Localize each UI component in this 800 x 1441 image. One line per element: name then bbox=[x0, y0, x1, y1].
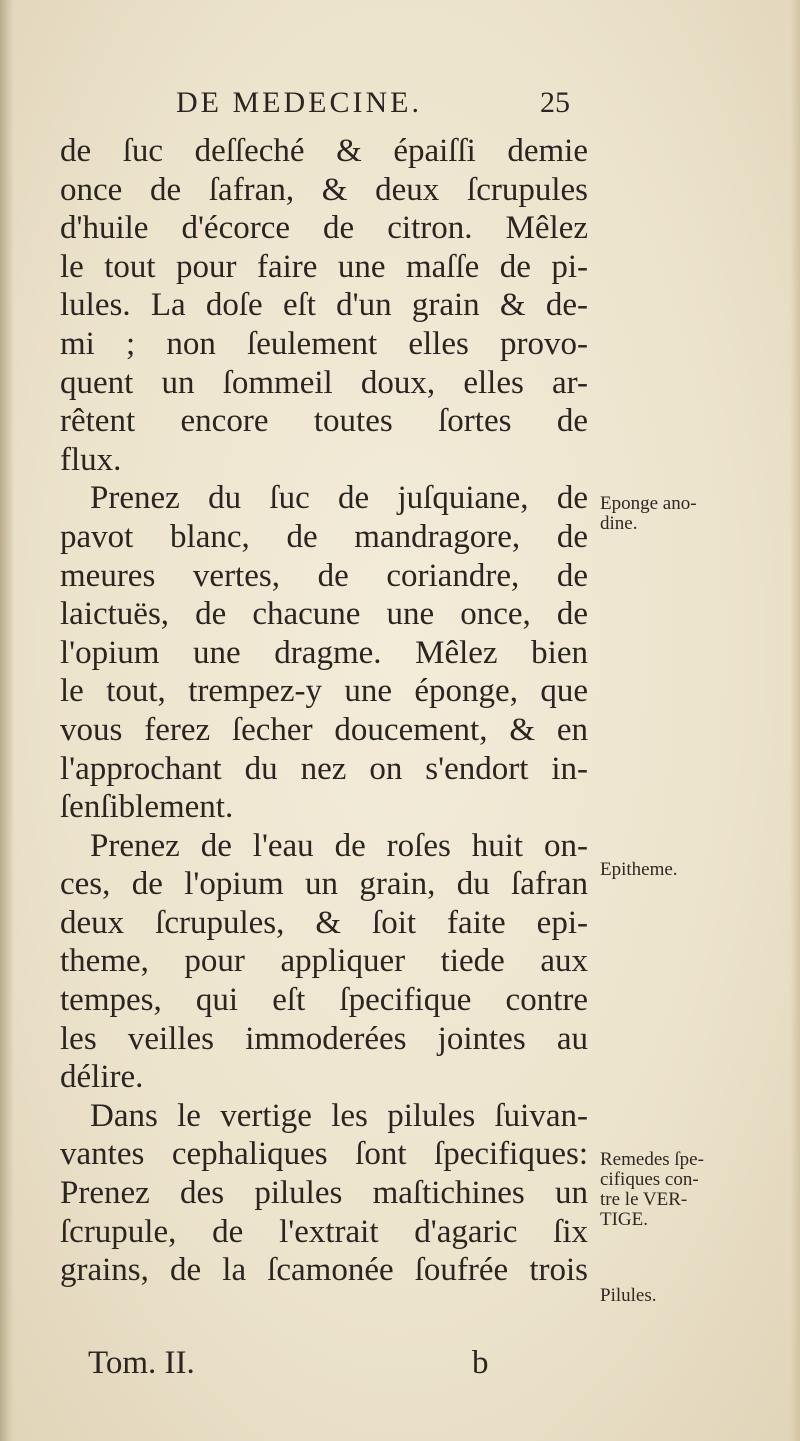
text-line: Prenez des pilules maſtichines un bbox=[60, 1175, 588, 1212]
volume-signature: Tom. II. bbox=[88, 1345, 195, 1381]
margin-note-line: cifiques con- bbox=[600, 1169, 699, 1190]
text-line: Prenez du ſuc de juſquiane, de bbox=[90, 480, 588, 517]
page-footer bbox=[0, 1345, 800, 1389]
page-number: 25 bbox=[540, 86, 570, 119]
margin-note-line: dine. bbox=[600, 513, 638, 534]
margin-note-eponge bbox=[600, 494, 796, 534]
text-line: quent un ſommeil doux, elles ar- bbox=[60, 364, 588, 401]
text-line: Prenez de l'eau de roſes huit on- bbox=[90, 827, 588, 864]
margin-note-line: Remedes ſpe- bbox=[600, 1149, 704, 1170]
text-line: de ſuc deſſeché & épaiſſi demie bbox=[60, 133, 588, 169]
text-line: délire. bbox=[60, 1059, 144, 1096]
text-line: ſcrupule, de l'extrait d'agaric ſix bbox=[60, 1213, 588, 1250]
text-line: d'huile d'écorce de citron. Mêlez bbox=[60, 210, 588, 247]
signature-mark: b bbox=[472, 1345, 489, 1381]
text-line: tempes, qui eſt ſpecifique contre bbox=[60, 982, 588, 1019]
text-line: l'opium une dragme. Mêlez bien bbox=[60, 634, 588, 671]
text-line: ces, de l'opium un grain, du ſafran bbox=[60, 866, 588, 903]
margin-note-line: tre le VER- bbox=[600, 1189, 688, 1210]
margin-note-remedes bbox=[600, 1150, 796, 1230]
margin-note-line: Epitheme. bbox=[600, 859, 678, 880]
page-header bbox=[0, 86, 800, 126]
body-text bbox=[60, 132, 588, 1290]
text-line: pavot blanc, de mandragore, de bbox=[60, 518, 588, 555]
text-line: le tout pour faire une maſſe de pi- bbox=[60, 248, 588, 285]
text-line: once de ſafran, & deux ſcrupules bbox=[60, 171, 588, 208]
text-line: Dans le vertige les pilules ſuivan- bbox=[90, 1097, 588, 1134]
text-line: flux. bbox=[60, 441, 122, 478]
text-line: les veilles immoderées jointes au bbox=[60, 1020, 588, 1057]
text-line: vous ferez ſecher doucement, & en bbox=[60, 711, 588, 748]
margin-note-epitheme bbox=[600, 860, 796, 880]
text-line: l'approchant du nez on s'endort in- bbox=[60, 750, 588, 787]
text-line: deux ſcrupules, & ſoit faite epi- bbox=[60, 904, 588, 941]
margin-note-line: Eponge ano- bbox=[600, 493, 697, 514]
text-line: grains, de la ſcamonée ſoufrée trois bbox=[60, 1252, 588, 1289]
running-head: DE MEDECINE. bbox=[176, 86, 422, 119]
binding-gutter bbox=[0, 0, 14, 1441]
text-line: laictuës, de chacune une once, de bbox=[60, 596, 588, 633]
margin-note-line: Pilules. bbox=[600, 1285, 657, 1306]
text-line: lules. La doſe eſt d'un grain & de- bbox=[60, 287, 588, 324]
text-line: ſenſiblement. bbox=[60, 789, 234, 826]
margin-note-pilules bbox=[600, 1286, 796, 1306]
text-line: vantes cephaliques ſont ſpecifiques: bbox=[60, 1136, 588, 1173]
text-line: mi ; non ſeulement elles provo- bbox=[60, 325, 588, 362]
text-line: rêtent encore toutes ſortes de bbox=[60, 403, 588, 440]
text-line: meures vertes, de coriandre, de bbox=[60, 557, 588, 594]
text-line: le tout, trempez-y une éponge, que bbox=[60, 673, 588, 710]
margin-note-line: TIGE. bbox=[600, 1209, 649, 1230]
text-line: theme, pour appliquer tiede aux bbox=[60, 943, 588, 980]
